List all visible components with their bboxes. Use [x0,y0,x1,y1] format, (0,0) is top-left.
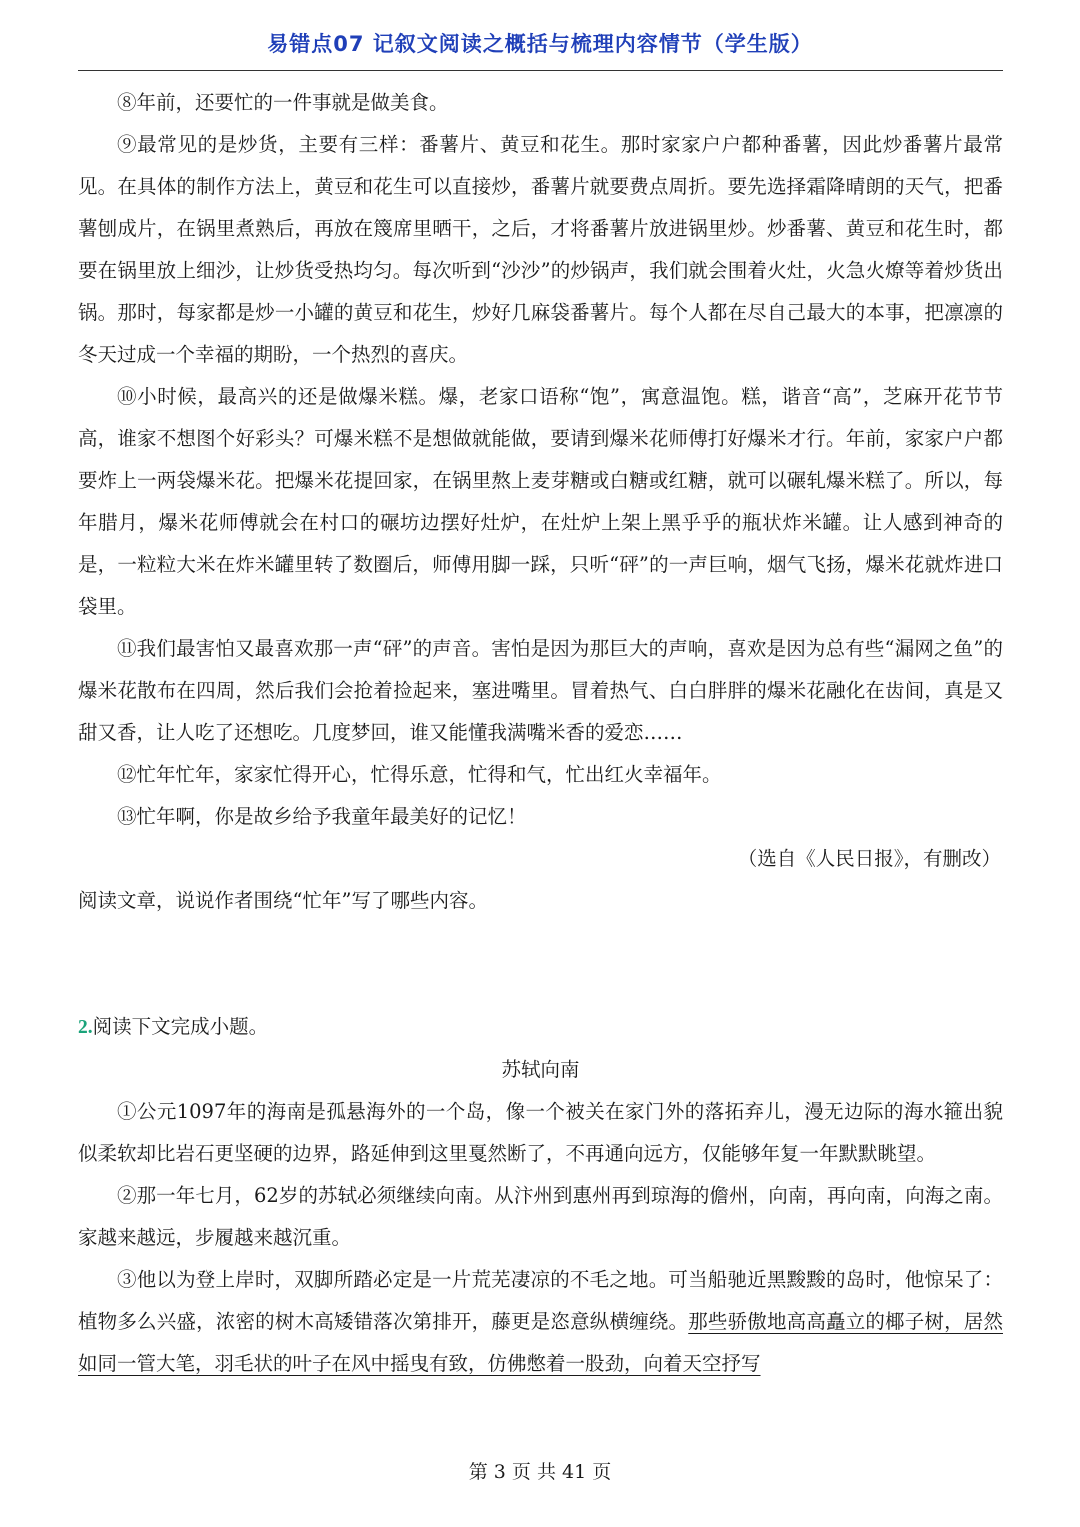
article-paragraph-2: ②那一年七月，62岁的苏轼必须继续向南。从汴州到惠州再到琼海的儋州，向南，再向南，向海之南。家越来越远，步履越来越沉重。 [78,1184,1003,1249]
header-divider [78,70,1003,71]
paragraph-8: ⑧年前，还要忙的一件事就是做美食。 [117,91,449,114]
paragraph-10: ⑩小时候，最高兴的还是做爆米糕。爆，老家口语称“饱”，寓意温饱。糕，谐音“高”，芝麻开花节节高，谁家不想图个好彩头？可爆米糕不是想做就能做，要请到爆米花师傅打好爆米才行。年前，家家户户都要炸上一两袋爆米花。把爆米花提回家，在锅里熬上麦芽糖或白糖或红糖，就可以碾轧爆米糕了。所以，每年腊月，爆米花师傅就会在村口的碾坊边摆好灶炉，在灶炉上架上黑乎乎的瓶状炸米罐。让人感到神奇的是，一粒粒大米在炸米罐里转了数圈后，师傅用脚一踩，只听“砰”的一声巨响，烟气飞扬，爆米花就炸进口袋里。 [78,385,1003,618]
header-title: 易错点07 记叙文阅读之概括与梳理内容情节（学生版） [267,32,813,56]
page-number: 第 3 页 共 41 页 [468,1461,612,1483]
paragraph-9: ⑨最常见的是炒货，主要有三样：番薯片、黄豆和花生。那时家家户户都种番薯，因此炒番薯片最常见。在具体的制作方法上，黄豆和花生可以直接炒，番薯片就要费点周折。要先选择霜降晴朗的天气，把番薯刨成片，在锅里煮熟后，再放在篾席里晒干，之后，才将番薯片放进锅里炒。炒番薯、黄豆和花生时，都要在锅里放上细沙，让炒货受热均匀。每次听到“沙沙”的炒锅声，我们就会围着火灶，火急火燎等着炒货出锅。那时，每家都是炒一小罐的黄豆和花生，炒好几麻袋番薯片。每个人都在尽自己最大的本事，把凛凛的冬天过成一个幸福的期盼，一个热烈的喜庆。 [78,133,1003,366]
article-paragraph-1: ①公元1097年的海南是孤悬海外的一个岛，像一个被关在家门外的落拓弃儿，漫无边际的海水箍出貌似柔软却比岩石更坚硬的边界，路延伸到这里戛然断了，不再通向远方，仅能够年复一年默默眺望。 [78,1100,1003,1165]
question-2-prompt: 阅读下文完成小题。 [92,1015,269,1038]
question-2-number: 2. [78,1017,93,1038]
article-paragraph-3 [78,1259,1003,1385]
paragraph-3-text: ③他以为登上岸时，双脚所踏必定是一片荒芜凄凉的不毛之地。可当船驰近黑黢黢的岛时，他惊呆了：植物多么兴盛，浓密的树木高矮错落次第排开，藤更是恣意纵横缠绕。 [78,1268,1003,1333]
question-2-heading [78,1006,1003,1049]
question-1-prompt: 阅读文章，说说作者围绕“忙年”写了哪些内容。 [78,889,488,912]
answer-space [78,922,1003,1006]
underlined-sentence: 那些骄傲地高高矗立的椰子树，居然如同一管大笔，羽毛状的叶子在风中摇曳有致，仿佛憋着一股劲，向着天空抒写 [78,1310,1003,1375]
paragraph-13: ⑬忙年啊，你是故乡给予我童年最美好的记忆！ [117,805,527,828]
document-body [78,82,1003,1385]
article-title: 苏轼向南 [501,1058,580,1081]
source-citation: （选自《人民日报》，有删改） [737,847,1001,870]
paragraph-12: ⑫忙年忙年，家家忙得开心，忙得乐意，忙得和气，忙出红火幸福年。 [117,763,722,786]
paragraph-11: ⑪我们最害怕又最喜欢那一声“砰”的声音。害怕是因为那巨大的声响，喜欢是因为总有些“漏网之鱼”的爆米花散布在四周，然后我们会抢着捡起来，塞进嘴里。冒着热气、白白胖胖的爆米花融化在齿间，真是又甜又香，让人吃了还想吃。几度梦回，谁又能懂我满嘴米香的爱恋…… [78,637,1003,744]
